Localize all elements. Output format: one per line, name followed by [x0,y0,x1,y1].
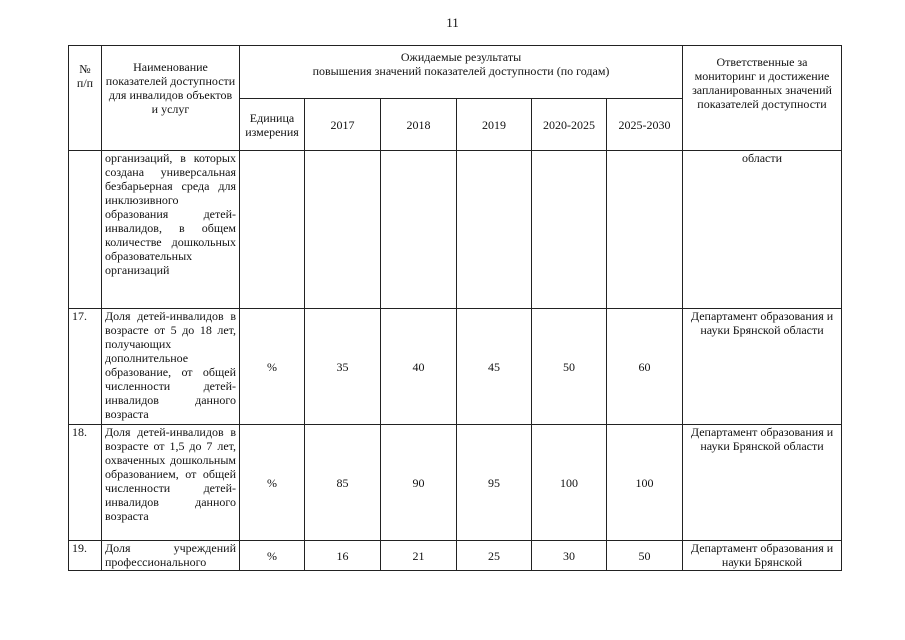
row-indicator: организаций, в которых создана универсальная безбарьерная среда для инклюзивного образования детей-инвалидов, в общем количестве дошкольных образовательных организаций [102,151,240,309]
table-row [69,425,842,541]
table-row [69,151,842,309]
row-value: 50 [607,541,683,571]
header-indicator: Наименование показателей доступности для инвалидов объектов и услуг [102,46,240,151]
header-expected-results: Ожидаемые результаты повышения значений показателей доступности (по годам) [240,46,683,99]
header-row-1 [69,46,842,99]
row-value [305,151,381,309]
row-unit: % [240,541,305,571]
row-value: 30 [532,541,607,571]
row-value: 40 [381,309,457,425]
row-value: 100 [532,425,607,541]
row-num: 19. [69,541,102,571]
row-value: 50 [532,309,607,425]
header-num: № п/п [69,46,102,151]
row-responsible: Департамент образования и науки Брянской [683,541,842,571]
row-num: 18. [69,425,102,541]
row-unit: % [240,425,305,541]
row-indicator: Доля детей-инвалидов в возрасте от 1,5 до 7 лет, охваченных дошкольным образованием, от общей численности детей-инвалидов данного возраста [102,425,240,541]
row-value: 45 [457,309,532,425]
row-unit [240,151,305,309]
indicators-table [68,45,842,571]
page-number: 11 [446,15,459,30]
row-unit: % [240,309,305,425]
row-value: 25 [457,541,532,571]
header-year: 2025-2030 [607,99,683,151]
row-value: 35 [305,309,381,425]
row-responsible: Департамент образования и науки Брянской области [683,425,842,541]
row-indicator: Доля учреждений профессионального [102,541,240,571]
row-value [381,151,457,309]
row-value: 95 [457,425,532,541]
header-unit: Единица измерения [240,99,305,151]
header-year: 2019 [457,99,532,151]
row-num: 17. [69,309,102,425]
table-row [69,309,842,425]
row-value: 21 [381,541,457,571]
header-year: 2018 [381,99,457,151]
row-num [69,151,102,309]
row-value [457,151,532,309]
row-value [607,151,683,309]
row-value: 85 [305,425,381,541]
row-indicator: Доля детей-инвалидов в возрасте от 5 до 18 лет, получающих дополнительное образование, от общей численности детей-инвалидов данного возраста [102,309,240,425]
header-year: 2017 [305,99,381,151]
row-value [532,151,607,309]
header-responsible: Ответственные за мониторинг и достижение запланированных значений показателей доступности [683,46,842,151]
row-value: 60 [607,309,683,425]
row-value: 100 [607,425,683,541]
header-year: 2020-2025 [532,99,607,151]
row-responsible: Департамент образования и науки Брянской области [683,309,842,425]
row-value: 90 [381,425,457,541]
row-responsible: области [683,151,842,309]
row-value: 16 [305,541,381,571]
table-row [69,541,842,571]
